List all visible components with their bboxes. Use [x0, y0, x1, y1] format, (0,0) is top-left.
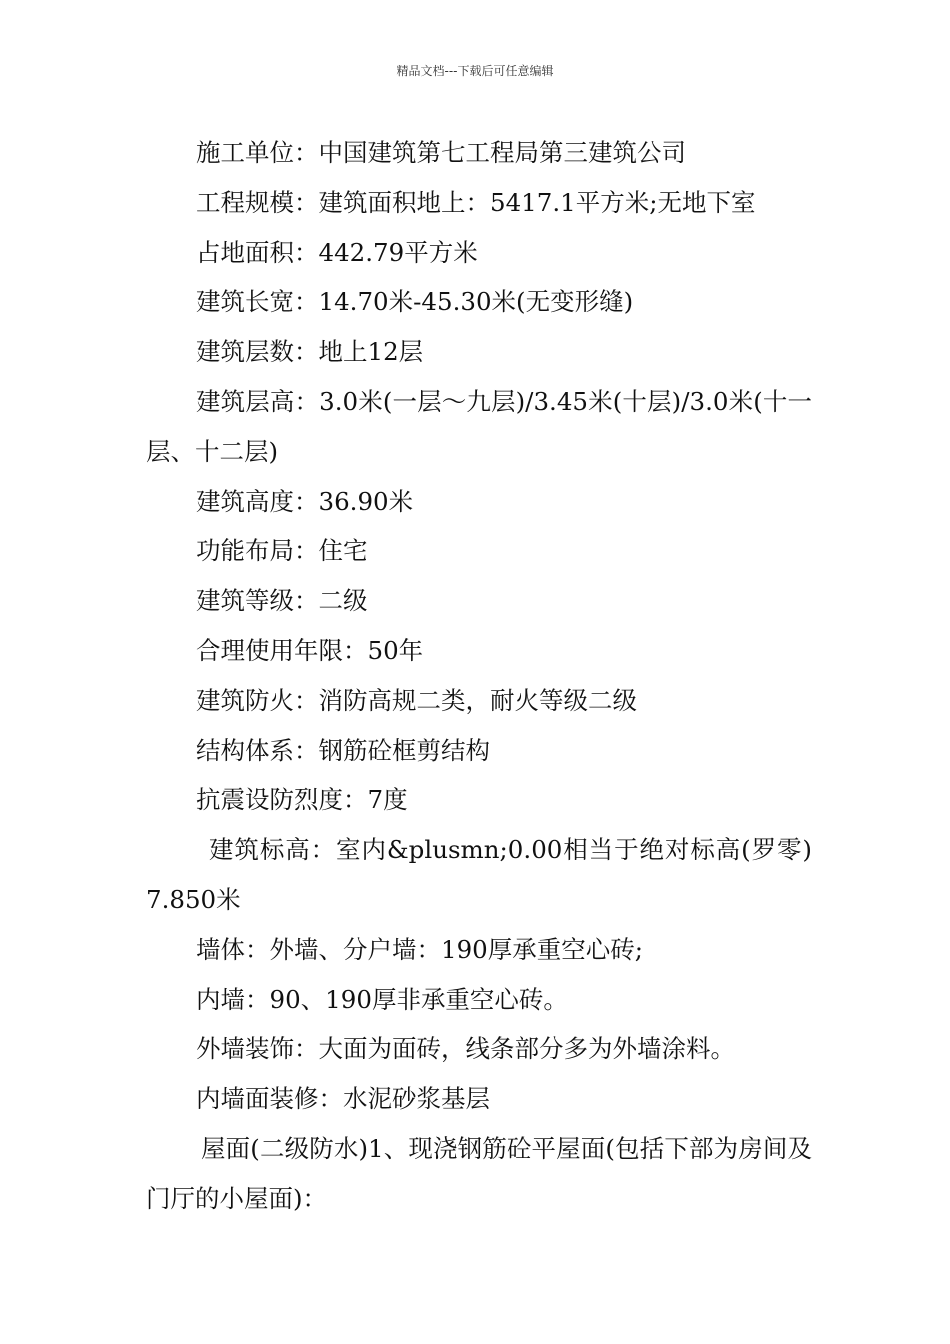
- paragraph-building-height: 建筑高度：36.90米: [196, 486, 414, 516]
- paragraph-seismic-intensity: 抗震设防烈度：7度: [196, 785, 408, 815]
- paragraph-fire-protection: 建筑防火：消防高规二类，耐火等级二级: [196, 685, 637, 715]
- paragraph-wall-exterior: 墙体：外墙、分户墙：190厚承重空心砖;: [196, 934, 644, 964]
- paragraph-floor-count: 建筑层数：地上12层: [196, 337, 424, 367]
- page-header: 精品文档---下载后可任意编辑: [396, 64, 554, 78]
- paragraph-exterior-decoration: 外墙装饰：大面为面砖，线条部分多为外墙涂料。: [196, 1034, 735, 1064]
- paragraph-building-grade: 建筑等级：二级: [196, 586, 368, 616]
- paragraph-service-life: 合理使用年限：50年: [196, 635, 424, 665]
- paragraph-roof: 屋面(二级防水)1、现浇钢筋砼平屋面(包括下部为房间及门厅的小屋面)：: [146, 1133, 812, 1213]
- paragraph-building-dimensions: 建筑长宽：14.70米-45.30米(无变形缝): [196, 287, 634, 317]
- paragraph-project-scale: 工程规模：建筑面积地上：5417.1平方米;无地下室: [196, 187, 756, 217]
- paragraph-function-layout: 功能布局：住宅: [196, 536, 368, 566]
- document-body: [146, 128, 812, 1224]
- paragraph-structure-system: 结构体系：钢筋砼框剪结构: [196, 735, 490, 765]
- paragraph-interior-finish: 内墙面装修：水泥砂浆基层: [196, 1084, 490, 1114]
- paragraph-land-area: 占地面积：442.79平方米: [196, 237, 478, 267]
- paragraph-building-elevation: 建筑标高：室内&plusmn;0.00相当于绝对标高(罗零)7.850米: [146, 835, 812, 914]
- paragraph-construction-unit: 施工单位：中国建筑第七工程局第三建筑公司: [196, 138, 686, 167]
- paragraph-wall-interior: 内墙：90、190厚非承重空心砖。: [196, 984, 568, 1014]
- paragraph-floor-height: 建筑层高：3.0米(一层～九层)/3.45米(十层)/3.0米(十一层、十二层): [146, 386, 812, 466]
